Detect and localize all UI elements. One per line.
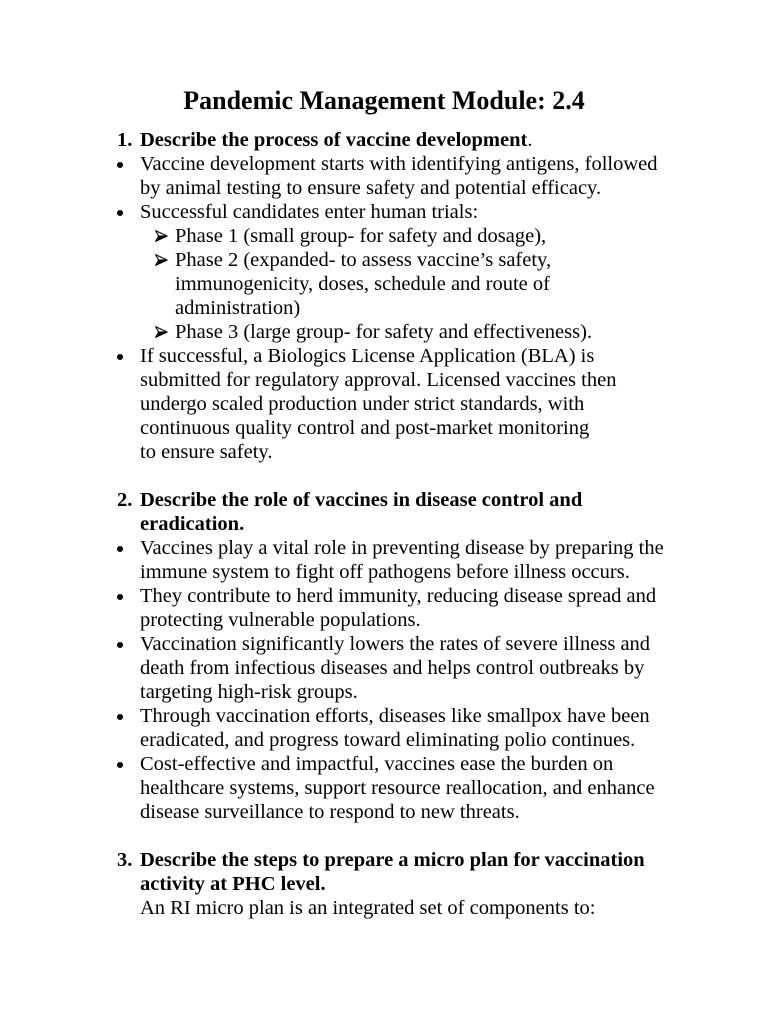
bullet-item — [0, 344, 768, 464]
sub-bullet-line: Phase 2 (expanded- to assess vaccine’s safety, — [175, 249, 552, 271]
section-number: 1. — [117, 129, 133, 151]
bullet-icon — [117, 642, 123, 648]
bullet-line: to ensure safety. — [140, 441, 273, 463]
spacer — [0, 464, 768, 488]
sub-bullet-line: Phase 3 (large group- for safety and effectiveness). — [175, 321, 593, 343]
bullet-line: healthcare systems, support resource reallocation, and enhance — [140, 777, 655, 799]
section-heading-continuation: activity at PHC level. — [140, 873, 326, 895]
sub-bullet-line: immunogenicity, doses, schedule and route of — [175, 273, 550, 295]
bullet-item — [0, 152, 768, 200]
bullet-line: by animal testing to ensure safety and potential efficacy. — [140, 177, 602, 199]
sub-bullet-item — [140, 224, 768, 248]
bullet-line: continuous quality control and post-market monitoring — [140, 417, 590, 439]
section-heading — [0, 488, 768, 512]
bullet-icon — [117, 594, 123, 600]
bullet-item — [0, 704, 768, 752]
bullet-line: disease surveillance to respond to new threats. — [140, 801, 520, 823]
bullet-line: Vaccines play a vital role in preventing disease by preparing the — [140, 537, 664, 559]
bullet-line: death from infectious diseases and helps control outbreaks by — [140, 657, 645, 679]
sub-bullet-line: administration) — [175, 297, 301, 319]
bullet-item — [0, 536, 768, 584]
bullet-icon — [117, 762, 123, 768]
document-title: Pandemic Management Module: 2.4 — [183, 86, 585, 115]
bullet-line: undergo scaled production under strict standards, with — [140, 393, 585, 415]
bullet-line: They contribute to herd immunity, reducing disease spread and — [140, 585, 657, 607]
bullet-line: eradicated, and progress toward eliminating polio continues. — [140, 729, 636, 751]
bullet-icon — [117, 354, 123, 360]
bullet-line: Vaccination significantly lowers the rates of severe illness and — [140, 633, 651, 655]
bullet-item — [0, 632, 768, 704]
bullet-line: submitted for regulatory approval. Licensed vaccines then — [140, 369, 617, 391]
heading-punctuation: . — [527, 129, 533, 151]
sub-bullet-item — [140, 320, 768, 344]
bullet-icon — [117, 210, 123, 216]
bullet-line: If successful, a Biologics License Application (BLA) is — [140, 345, 595, 367]
bullet-line: Vaccine development starts with identifying antigens, followed — [140, 153, 658, 175]
section-heading-text: Describe the role of vaccines in disease control and — [140, 489, 583, 511]
section-number: 2. — [117, 489, 133, 511]
bullet-icon — [117, 546, 123, 552]
section-1 — [0, 128, 768, 464]
bullet-line: Cost-effective and impactful, vaccines ease the burden on — [140, 753, 614, 775]
section-heading — [0, 848, 768, 872]
sub-bullet-item — [140, 248, 768, 320]
bullet-item — [0, 200, 768, 344]
arrowhead-icon — [155, 326, 168, 338]
section-3 — [0, 848, 768, 920]
bullet-line: Through vaccination efforts, diseases like smallpox have been — [140, 705, 650, 727]
arrowhead-icon — [155, 230, 168, 242]
bullet-line: Successful candidates enter human trials: — [140, 201, 479, 223]
document-body — [0, 128, 768, 920]
bullet-line: protecting vulnerable populations. — [140, 609, 421, 631]
spacer — [0, 824, 768, 848]
section-heading-continuation: eradication. — [140, 513, 245, 535]
section-number: 3. — [117, 849, 133, 871]
section-heading-text: Describe the process of vaccine development — [140, 129, 528, 151]
bullet-line: targeting high-risk groups. — [140, 681, 358, 703]
section-heading — [0, 128, 768, 152]
sub-bullet-line: Phase 1 (small group- for safety and dosage), — [175, 225, 547, 247]
section-intro-paragraph: An RI micro plan is an integrated set of components to: — [140, 897, 596, 919]
bullet-icon — [117, 162, 123, 168]
bullet-item — [0, 584, 768, 632]
section-heading-text: Describe the steps to prepare a micro plan for vaccination — [140, 849, 645, 871]
bullet-line: immune system to fight off pathogens before illness occurs. — [140, 561, 630, 583]
section-2 — [0, 488, 768, 824]
bullet-icon — [117, 714, 123, 720]
bullet-item — [0, 752, 768, 824]
arrowhead-icon — [155, 254, 168, 266]
